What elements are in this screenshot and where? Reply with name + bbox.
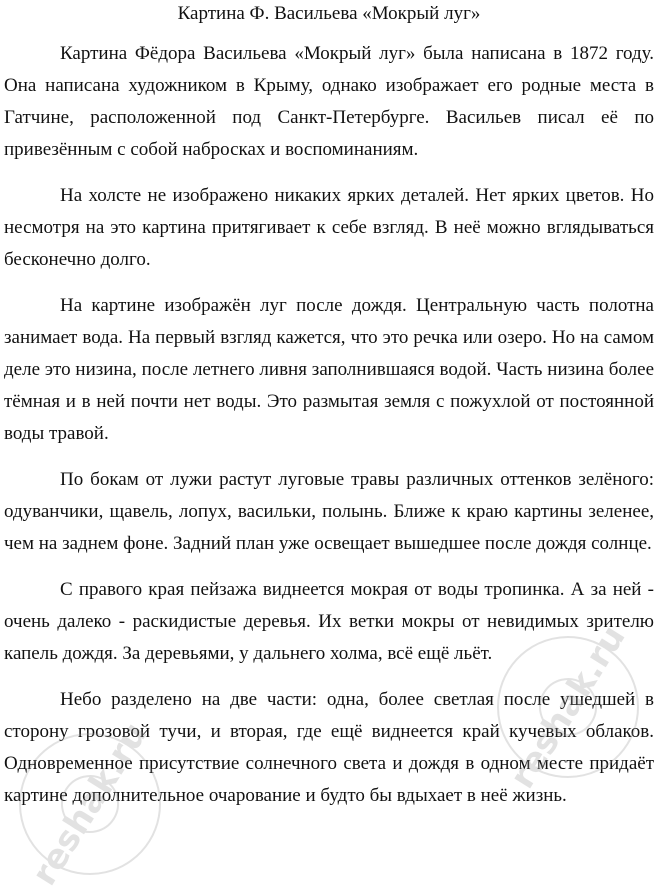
paragraph-3: На картине изображён луг после дождя. Центральную часть полотна занимает вода. На первый взгляд кажется, что это речка или озеро. Но на самом деле это низина, после летнего ливня заполнившаяся водой. Часть низина более тёмная и в ней почти нет воды. Это размытая земля с пожухлой от постоянной воды травой. (4, 295, 654, 444)
paragraph-4: По бокам от лужи растут луговые травы различных оттенков зелёного: одуванчики, щавель, лопух, васильки, полынь. Ближе к краю картины зеленее, чем на заднем фоне. Задний план уже освещает вышедшее после дождя солнце. (4, 469, 654, 554)
paragraph-5: С правого края пейзажа виднеется мокрая от воды тропинка. А за ней - очень далеко - раскидистые деревья. Их ветки мокры от невидимых зрителю капель дождя. За деревьями, у дальнего холма, всё ещё льёт. (4, 579, 654, 664)
paragraph-6: Небо разделено на две части: одна, более светлая после ушедшей в сторону грозовой тучи, и вторая, где ещё виднеется край кучевых облаков. Одновременное присутствие солнечного света и дождя в одном месте придаёт картине дополнительное очарование и будто бы вдыхает в неё жизнь. (4, 689, 654, 806)
paragraph-2: На холсте не изображено никаких ярких деталей. Нет ярких цветов. Но несмотря на это картина притягивает к себе взгляд. В неё можно вглядываться бесконечно долго. (4, 185, 654, 270)
document-title: Картина Ф. Васильева «Мокрый луг» (177, 3, 481, 24)
document-page (4, 0, 654, 826)
svg-text:reshak.ru: reshak.ru (24, 715, 156, 893)
svg-text:reshak.ru: reshak.ru (502, 618, 634, 796)
paragraph-1: Картина Фёдора Васильева «Мокрый луг» была написана в 1872 году. Она написана художником в Крыму, однако изображает его родные места в Гатчине, расположенной под Санкт-Петербурге. Васильев писал её по привезённым с собой набросках и воспоминаниям. (4, 43, 654, 160)
